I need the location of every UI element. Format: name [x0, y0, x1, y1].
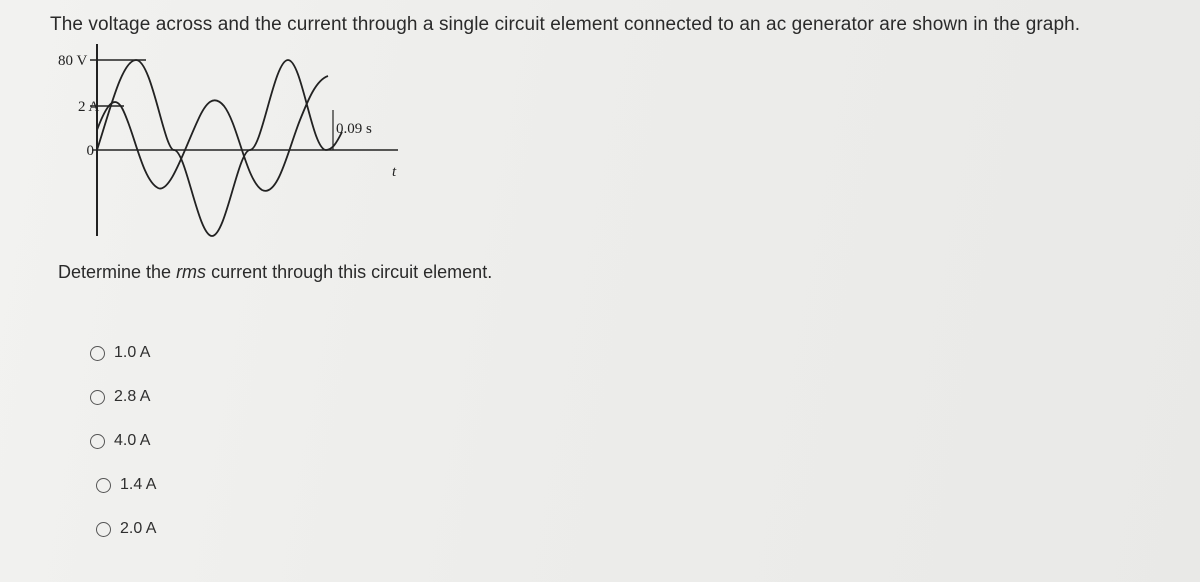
prompt-text — [58, 262, 492, 283]
prompt-suffix: current through this circuit element. — [206, 262, 493, 282]
prompt-prefix: Determine the — [58, 262, 177, 282]
option-2-0-a[interactable] — [96, 518, 156, 540]
option-4-0-a[interactable] — [90, 430, 156, 452]
option-label: 2.0 A — [120, 520, 157, 537]
radio-button[interactable] — [96, 478, 111, 493]
radio-button[interactable] — [90, 390, 105, 405]
answer-options — [90, 342, 156, 562]
option-label: 4.0 A — [114, 432, 151, 449]
prompt-emphasis: rms — [176, 262, 207, 282]
option-1-4-a[interactable] — [96, 474, 156, 496]
voltage-waveform — [97, 60, 342, 236]
voltage-current-graph — [50, 40, 410, 240]
graph-svg — [50, 40, 410, 240]
question-text: The voltage across and the current through a single circuit element connected to an ac generator are shown in the graph. — [50, 14, 1081, 35]
zero-label: 0 — [86, 143, 94, 159]
option-label: 2.8 A — [114, 388, 151, 405]
current-waveform — [97, 76, 328, 191]
option-label: 1.0 A — [114, 344, 151, 361]
radio-button[interactable] — [90, 434, 105, 449]
voltage-label: 80 V — [58, 53, 88, 69]
option-1-0-a[interactable] — [90, 342, 156, 364]
radio-button[interactable] — [96, 522, 111, 537]
time-axis-label: t — [392, 164, 397, 180]
current-label: 2 A — [78, 99, 100, 115]
option-label: 1.4 A — [120, 476, 157, 493]
radio-button[interactable] — [90, 346, 105, 361]
time-marker-label: 0.09 s — [336, 121, 372, 137]
option-2-8-a[interactable] — [90, 386, 156, 408]
